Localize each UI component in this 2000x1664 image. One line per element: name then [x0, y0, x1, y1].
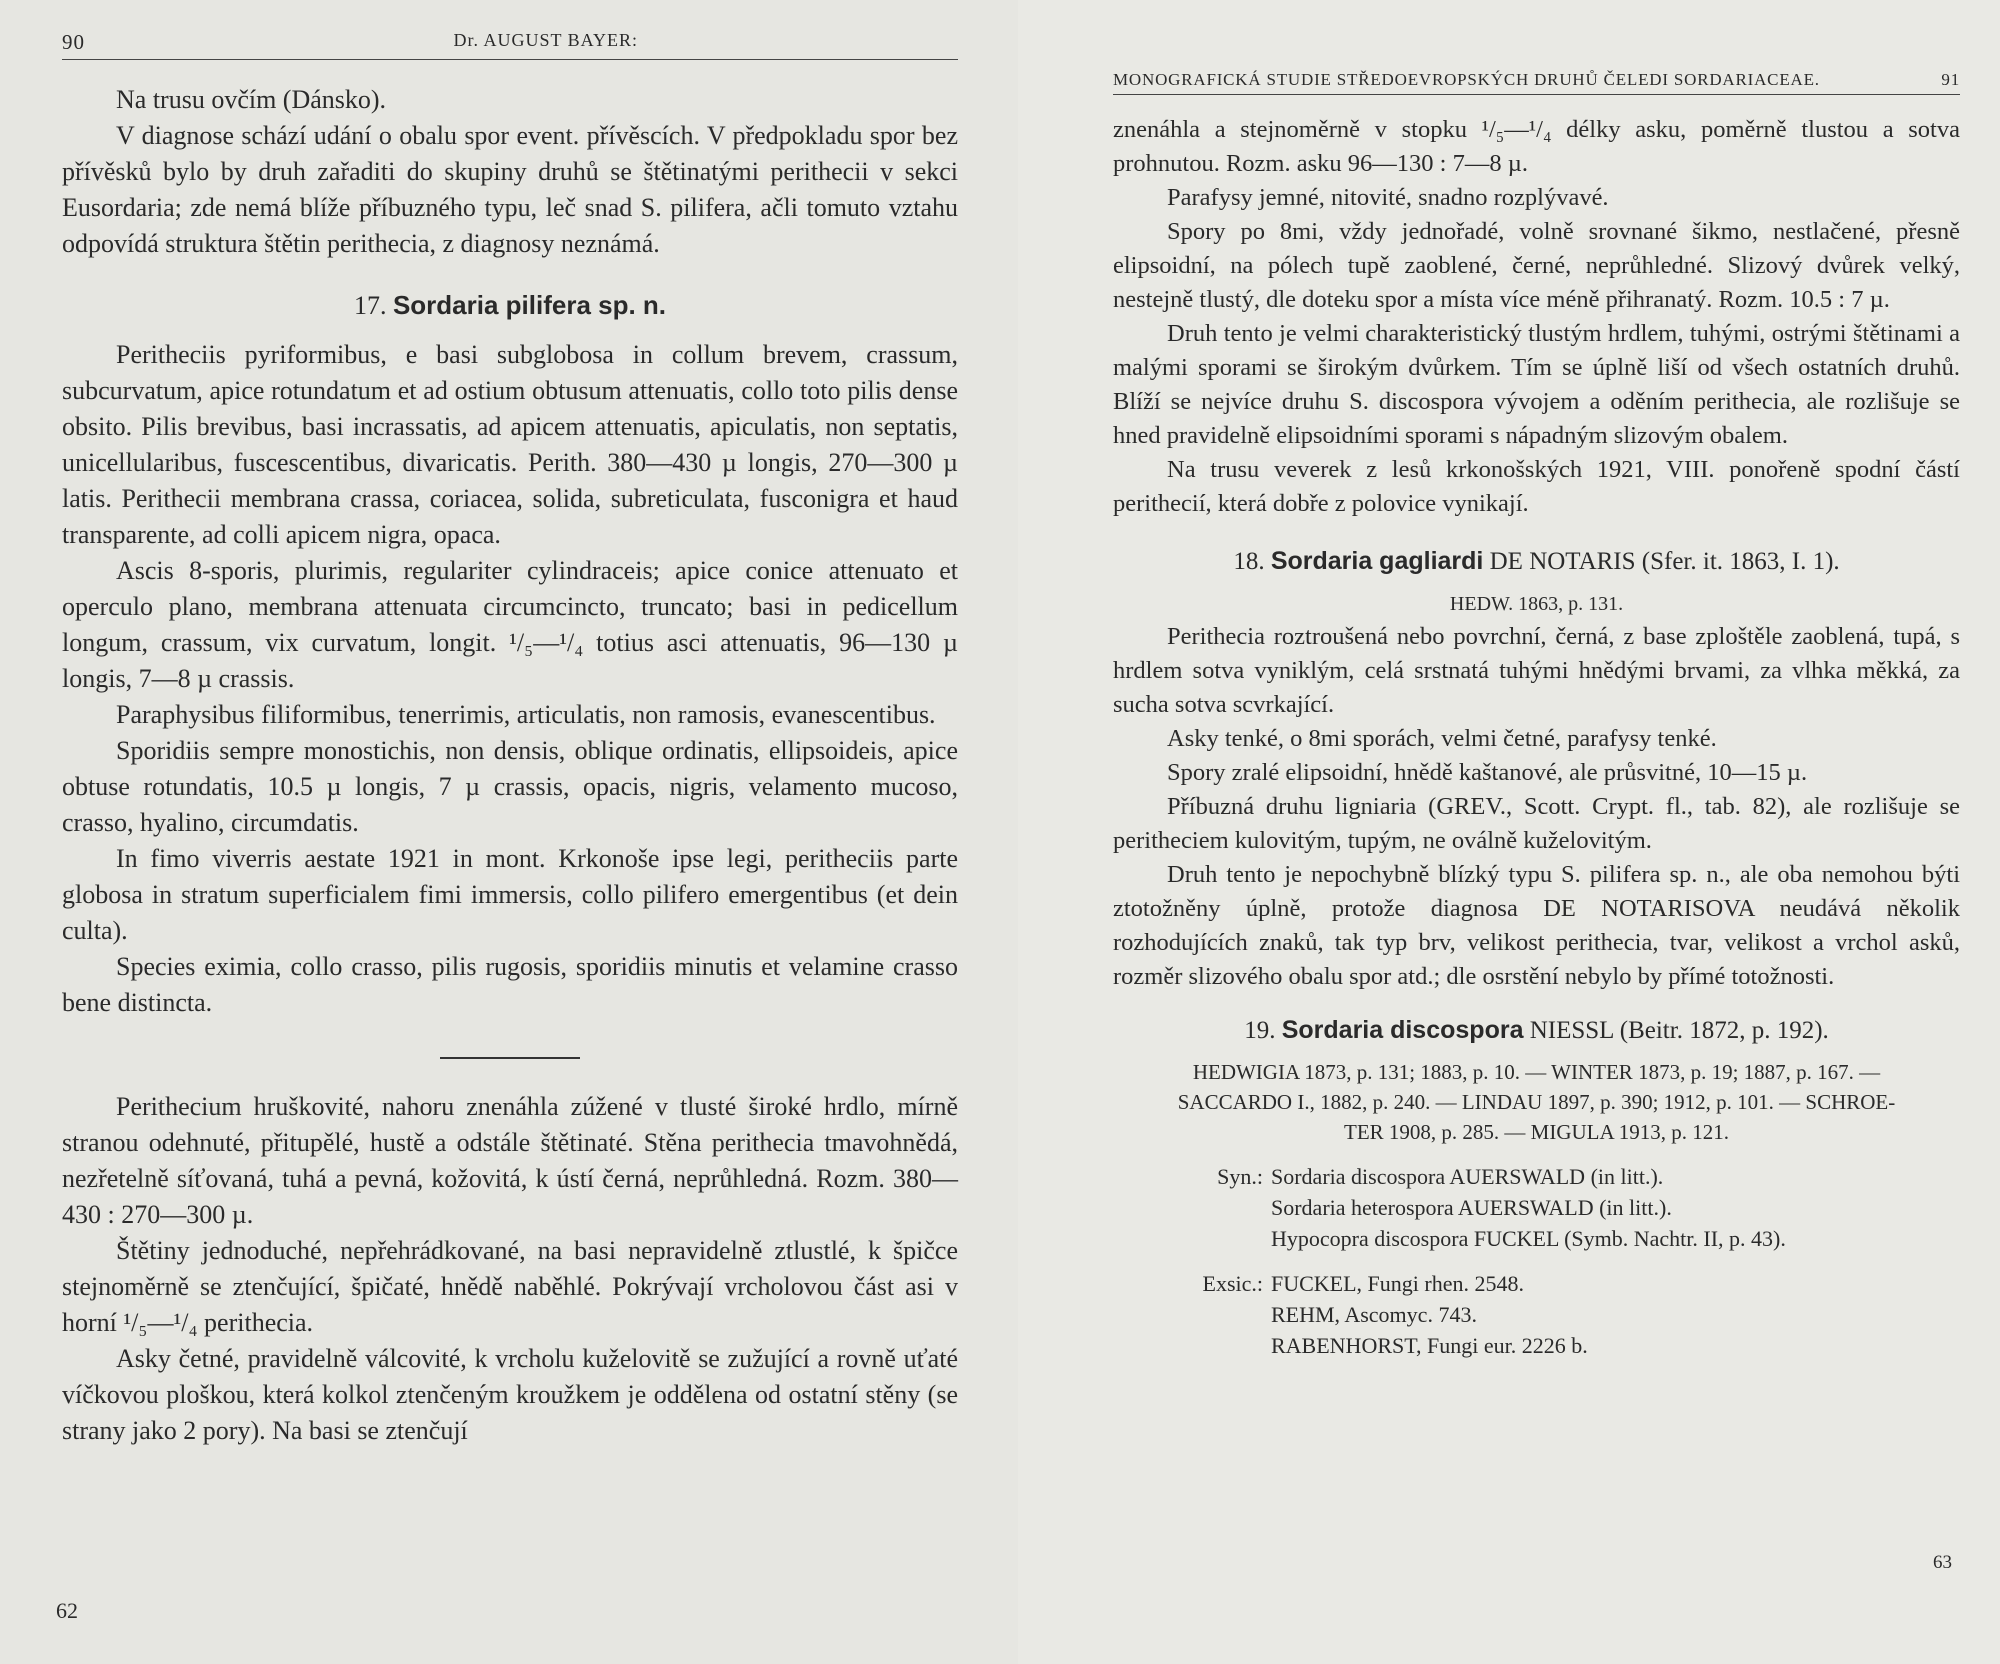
species-authority: DE NOTARIS (Sfer. it. 1863, I. 1).	[1489, 548, 1840, 575]
right-page	[1018, 0, 2000, 1664]
exsiccatae-label: Exsic.:	[1202, 1271, 1263, 1296]
latin-diagnosis: Species eximia, collo crasso, pilis rugosis, sporidiis minutis et velamine crasso bene distincta.	[62, 952, 958, 1017]
species-name: Sordaria gagliardi	[1270, 547, 1484, 575]
reference-line: SACCARDO I., 1882, p. 240. — LINDAU 1897, p. 390; 1912, p. 101. — SCHROE-	[1177, 1090, 1896, 1114]
czech-description: Štětiny jednoduché, nepřehrádkované, na basi nepravidelně ztlustlé, k špičce stejnoměrně se ztenčující, špičaté, hnědě naběhlé. Pokrývají vrcholovou část asi v horní ¹/₅—¹/₄ perithecia.	[62, 1235, 958, 1337]
paragraph: Druh tento je nepochybně blízký typu S. pilifera sp. n., ale oba nemohou býti ztotožněny úplně, protože diagnosa DE NOTARISOVA neudává několik rozhodujících znaků, tak typ brv, velikost perithecia, tvar, velikost a vrchol asků, rozměr slizového obalu spor atd.; dle osrstění nebylo by přímé totožnosti.	[1113, 861, 1960, 990]
page-number: 91	[1941, 70, 1960, 89]
exsiccata: FUCKEL, Fungi rhen. 2548.	[1271, 1271, 1524, 1296]
reference-line: HEDWIGIA 1873, p. 131; 1883, p. 10. — WINTER 1873, p. 19; 1887, p. 167. —	[1192, 1060, 1881, 1084]
running-head-title: MONOGRAFICKÁ STUDIE STŘEDOEVROPSKÝCH DRUHŮ ČELEDI SORDARIACEAE.	[1113, 70, 1820, 89]
czech-description: Asky četné, pravidelně válcovité, k vrcholu kuželovitě se zužující a rovně uťaté víčkovou ploškou, která kolkol ztenčeným kroužkem je oddělena od ostatní stěny (se strany jako 2 pory). Na basi se ztenčují	[62, 1343, 958, 1445]
synonym: Sordaria heterospora AUERSWALD (in litt.).	[1271, 1195, 1672, 1220]
folio-number: 63	[1933, 1552, 1952, 1573]
literature-references	[1113, 1057, 1960, 1147]
paragraph: znenáhla a stejnoměrně v stopku ¹/₅—¹/₄ délky asku, poměrně tlustou a sotva prohnutou. Rozm. asku 96—130 : 7—8 µ.	[1113, 116, 1960, 177]
paragraph: Spory po 8mi, vždy jednořadé, volně srovnané šikmo, nestlačené, přesně elipsoidní, na pólech tupě zaoblené, černé, neprůhledné. Slizový dvůrek velký, nestejně tlustý, dle doteku spor a místa více méně přihranatý. Rozm. 10.5 : 7 µ.	[1113, 218, 1960, 313]
paragraph: V diagnose schází udání o obalu spor event. přívěscích. V předpokladu spor bez přívěsků bylo by druh zařaditi do skupiny druhů se štětinatými perithecii v sekci Eusordaria; zde nemá blíže příbuzného typu, leč snad S. pilifera, ačli tomuto vztahu odpovídá struktura štětin perithecia, z diagnosy neznámá.	[62, 121, 958, 258]
species-heading-19	[1113, 1016, 1960, 1045]
species-number: 17.	[353, 291, 387, 320]
paragraph: Asky tenké, o 8mi sporách, velmi četné, parafysy tenké.	[1167, 725, 1717, 752]
synonyms-label: Syn.:	[1217, 1164, 1263, 1189]
running-header-left	[62, 30, 958, 60]
exsiccatae-block	[1113, 1268, 1960, 1361]
species-authority: NIESSL (Beitr. 1872, p. 192).	[1529, 1017, 1829, 1044]
reference-line: TER 1908, p. 285. — MIGULA 1913, p. 121.	[1344, 1120, 1729, 1144]
synonyms-block	[1113, 1161, 1960, 1254]
species-heading-18	[1113, 547, 1960, 576]
exsiccata: RABENHORST, Fungi eur. 2226 b.	[1271, 1333, 1588, 1358]
species-name: Sordaria pilifera sp. n.	[392, 290, 667, 320]
paragraph: Spory zralé elipsoidní, hnědě kaštanové, ale průsvitné, 10—15 µ.	[1167, 759, 1808, 786]
latin-diagnosis: Peritheciis pyriformibus, e basi subglobosa in collum brevem, crassum, subcurvatum, apice rotundatum et ad ostium obtusum attenuatis, collo toto pilis dense obsito. Pilis brevibus, basi incrassatis, ad apicem attenuatis, apiculatis, non septatis, unicellularibus, fuscescentibus, divaricatis. Perith. 380—430 µ longis, 270—300 µ latis. Perithecii membrana crassa, coriacea, solida, subreticulata, fusconigra et haud transparente, ad colli apicem nigra, opaca.	[62, 340, 958, 549]
species-number: 19.	[1244, 1017, 1276, 1044]
paragraph: Perithecia roztroušená nebo povrchní, černá, z base zploštěle zaoblená, tupá, s hrdlem sotva vyniklým, celá srstnatá tuhými hnědými brvami, za vlhka měkká, za sucha sotva scvrkající.	[1113, 623, 1960, 718]
species-number: 18.	[1233, 548, 1265, 575]
czech-description: Perithecium hruškovité, nahoru znenáhla zúžené v tlusté široké hrdlo, mírně stranou odehnuté, přitupělé, hustě a odstále štětinaté. Stěna perithecia tmavohnědá, nezřetelně síťovaná, tuhá a pevná, kožovitá, k ústí černá, neprůhledná. Rozm. 380—430 : 270—300 µ.	[62, 1091, 958, 1229]
species-name: Sordaria discospora	[1281, 1016, 1524, 1044]
latin-diagnosis: Sporidiis sempre monostichis, non densis, oblique ordinatis, ellipsoideis, apice obtuse rotundatis, 10.5 µ longis, 7 µ crassis, opacis, nigris, velamento mucoso, crasso, hyalino, circumdatis.	[62, 736, 958, 837]
section-divider	[440, 1057, 580, 1059]
latin-diagnosis: Paraphysibus filiformibus, tenerrimis, articulatis, non ramosis, evanescentibus.	[116, 700, 936, 729]
paragraph: Na trusu ovčím (Dánsko).	[116, 85, 387, 114]
exsiccata: REHM, Ascomyc. 743.	[1271, 1302, 1477, 1327]
species-reference: HEDW. 1863, p. 131.	[1449, 593, 1624, 615]
paragraph: Druh tento je velmi charakteristický tlustým hrdlem, tuhými, ostrými štětinami a malými sporami se širokým dvůrkem. Tím se úplně liší od všech ostatních druhů. Blíží se nejvíce druhu S. discospora vývojem a oděním perithecia, ale rozlišuje se hned pravidelně elipsoidními sporami s nápadným slizovým obalem.	[1113, 320, 1960, 449]
latin-diagnosis: Ascis 8-sporis, plurimis, regulariter cylindraceis; apice conice attenuato et operculo plano, membrana attenuata circumcincto, truncato; basi in pedicellum longum, crassum, vix curvatum, longit. ¹/₅—¹/₄ totius asci attenuatis, 96—130 µ longis, 7—8 µ crassis.	[62, 556, 958, 693]
page-number: 90	[62, 30, 85, 54]
paragraph: Příbuzná druhu ligniaria (GREV., Scott. Crypt. fl., tab. 82), ale rozlišuje se peritheciem kulovitým, tupým, ne oválně kuželovitým.	[1113, 793, 1960, 854]
species-heading-17	[62, 290, 958, 321]
paragraph: Parafysy jemné, nitovité, snadno rozplývavé.	[1167, 184, 1609, 211]
latin-diagnosis: In fimo viverris aestate 1921 in mont. Krkonoše ipse legi, peritheciis parte globosa in stratum superficialem fimi immersis, collo pilifero emergentibus (et dein culta).	[62, 844, 958, 945]
running-header-right	[1113, 70, 1960, 95]
paragraph: Na trusu veverek z lesů krkonošských 1921, VIII. ponořeně spodní částí perithecií, která dobře z polovice vynikají.	[1113, 456, 1960, 517]
folio-number: 62	[56, 1598, 78, 1623]
running-head-author: Dr. AUGUST BAYER:	[453, 30, 638, 50]
synonym: Hypocopra discospora FUCKEL (Symb. Nachtr. II, p. 43).	[1271, 1226, 1786, 1251]
synonym: Sordaria discospora AUERSWALD (in litt.).	[1271, 1164, 1664, 1189]
